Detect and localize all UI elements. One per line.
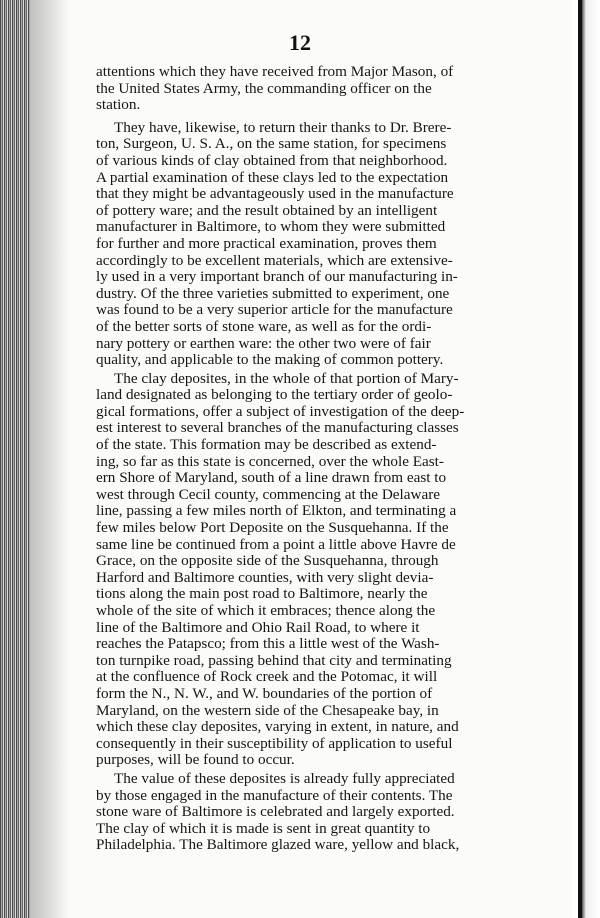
text-line: ly used in a very important branch of our manufacturing in- <box>96 268 458 286</box>
paragraph-1 <box>96 64 526 114</box>
text-line: form the N., N. W., and W. boundaries of the portion of <box>96 684 433 702</box>
paragraph-2 <box>96 120 526 369</box>
text-line: few miles below Port Deposite on the Susquehanna. If the <box>96 519 449 537</box>
text-line: tions along the main post road to Baltimore, nearly the <box>96 585 428 603</box>
text-line: west through Cecil county, commencing at the Delaware <box>96 485 440 503</box>
text-line: A partial examination of these clays led to the expectation <box>96 168 449 186</box>
text-line: manufacturer in Baltimore, to whom they were submitted <box>96 218 446 236</box>
text-line: was found to be a very superior article for the manufacture <box>96 301 453 319</box>
text-line: that they might be advantageously used in the manufacture <box>96 185 454 203</box>
text-line: of the better sorts of stone ware, as well as for the ordi- <box>96 317 432 335</box>
text-line: quality, and applicable to the making of common pottery. <box>96 351 444 369</box>
text-line: which these clay deposites, varying in extent, in nature, and <box>96 718 459 736</box>
text-line: nary pottery or earthen ware: the other two were of fair <box>96 334 431 352</box>
text-line: Harford and Baltimore counties, with very slight devia- <box>96 568 434 586</box>
text-line: of pottery ware; and the result obtained by an intelligent <box>96 201 438 219</box>
text-line: land designated as belonging to the tertiary order of geolo- <box>96 386 453 404</box>
text-line: purposes, will be found to occur. <box>96 751 295 769</box>
text-line: of various kinds of clay obtained from that neighborhood. <box>96 151 448 169</box>
text-line: attentions which they have received from Major Mason, of <box>96 63 454 80</box>
binding-edge-left <box>0 0 30 918</box>
text-line: Grace, on the opposite side of the Susquehanna, through <box>96 552 439 570</box>
paragraph-4 <box>96 771 526 854</box>
page-border-right <box>572 0 600 918</box>
text-line: dustry. Of the three varieties submitted to experiment, one <box>96 284 450 302</box>
text-line: Maryland, on the western side of the Chesapeake bay, in <box>96 701 439 719</box>
text-line: ton, Surgeon, U. S. A., on the same station, for specimens <box>96 135 447 153</box>
paragraph-3 <box>96 371 526 769</box>
text-line: of the state. This formation may be described as extend- <box>96 436 437 454</box>
text-line: accordingly to be excellent materials, which are extensive- <box>96 251 453 269</box>
text-line: ern Shore of Maryland, south of a line drawn from east to <box>96 469 447 487</box>
text-line: The clay of which it is made is sent in great quantity to <box>96 819 431 837</box>
binding-shadow <box>30 0 70 918</box>
text-line: gical formations, offer a subject of investigation of the deep- <box>96 402 465 420</box>
page-number: 12 <box>289 30 311 55</box>
text-line: They have, likewise, to return their thanks to Dr. Brere- <box>114 118 452 136</box>
text-line: at the confluence of Rock creek and the Potomac, it will <box>96 668 438 686</box>
text-line: for further and more practical examination, proves them <box>96 234 437 252</box>
text-line: the United States Army, the commanding officer on the <box>96 79 432 97</box>
text-line: station. <box>96 96 141 114</box>
text-line: line, passing a few miles north of Elkton, and terminating a <box>96 502 457 520</box>
text-line: line of the Baltimore and Ohio Rail Road, to where it <box>96 618 420 636</box>
text-line: The clay deposites, in the whole of that portion of Mary- <box>114 369 459 387</box>
text-line: consequently in their susceptibility of application to useful <box>96 734 453 752</box>
text-line: same line be continued from a point a little above Havre de <box>96 535 456 553</box>
text-line: ing, so far as this state is concerned, over the whole East- <box>96 452 444 470</box>
text-line: by those engaged in the manufacture of their contents. The <box>96 786 453 804</box>
text-line: stone ware of Baltimore is celebrated and largely exported. <box>96 803 455 821</box>
text-line: The value of these deposites is already fully appreciated <box>114 769 455 787</box>
text-line: Philadelphia. The Baltimore glazed ware, yellow and black, <box>96 836 460 854</box>
text-line: reaches the Patapsco; from this a little west of the Wash- <box>96 635 440 653</box>
text-line: est interest to several branches of the manufacturing classes <box>96 419 459 437</box>
body-text <box>96 64 526 856</box>
text-line: whole of the site of which it embraces; thence along the <box>96 602 436 619</box>
text-line: ton turnpike road, passing behind that city and terminating <box>96 651 452 669</box>
